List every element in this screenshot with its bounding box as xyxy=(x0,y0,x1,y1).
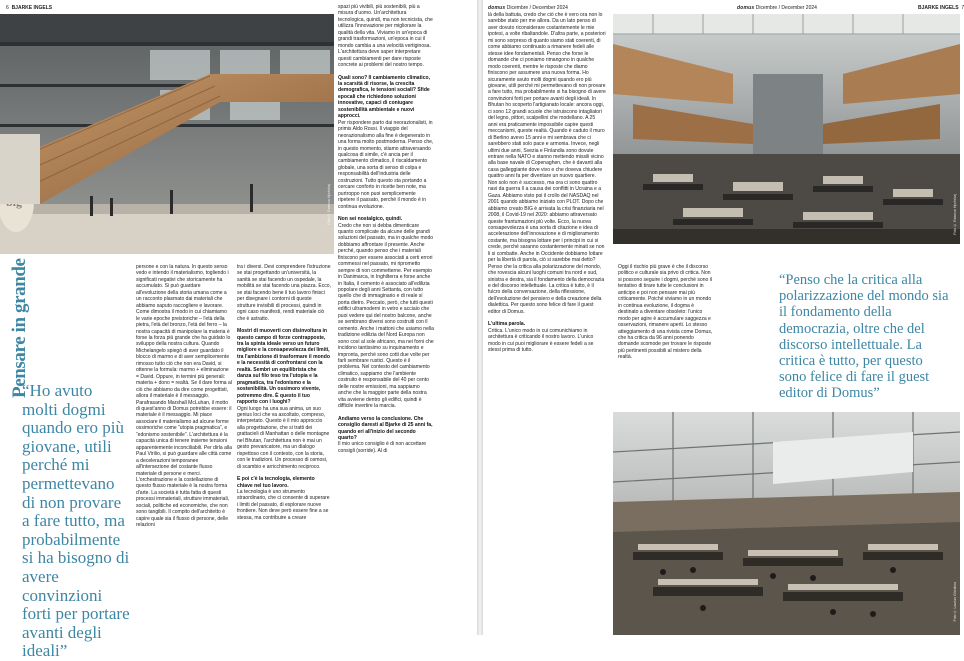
left-section-name: BJARKE INGELS xyxy=(11,5,53,11)
domus-logo: domus xyxy=(488,5,506,11)
left-col2-answer-2: La tecnologia è uno strumento straordinario, che ci consente di superare i limiti del passato, di esplorare nuove frontiere. Non deve però essere fine a se stessa, ma contribuire a creare xyxy=(237,488,330,521)
right-folio: 7 xyxy=(961,5,964,11)
right-issue-date-mid: Dicembre / December 2024 xyxy=(755,5,817,11)
right-runhead-end xyxy=(918,5,964,11)
right-runhead xyxy=(488,5,568,11)
right-col1-end: Critica. L'unico modo in cui comunichiamo in architettura è criticando il nostro lavoro. L'unico modo in cui puoi migliorare è essere fedeli a se stessi prima di tutto. xyxy=(488,327,594,354)
left-interior-photo xyxy=(0,14,334,254)
interior-photo-icon xyxy=(0,14,334,254)
left-col1-paragraph: persone e con la natura. In questo senso vedo e intendo il materialismo, togliendo i significati negativi che storicamente ha accumulato. Si può guardare all'evoluzione della storia umana come a un racconto plasmato dai materiali che abbiamo saputo raccogliere e lavorare. Come dimostra il modo in cui chiamiamo le varie epoche preistoriche – l'età della pietra, l'età del bronzo, l'età del ferro – la nostra capacità di manipolare la materia è forse la forza più grande che ha guidato lo sviluppo della nostra cultura. Quando Michelangelo spiegò di aver guardato il blocco di marmo e di aver semplicemente rimosso tutto ciò che non era David, si ottenne la formula: marmo + eliminazione = David. Oppure, in termini più generali: materia + dono = realtà. Se il dare forma al ciò che abbiamo da dire come progettisti, allora il materiale è il messaggio. Parafrasando Marshall McLuhan, il motto di quest'anno di Domus potrebbe essere: il materiale è il messaggio. Mi piace associare il materialismo ad alcune forme ossimoriche come “utopia pragmatica”, e “edonismo sostenibile”. L'architettura è la capacità unica di tenere insieme tensioni apparentemente inconciliabili. Per dirla alla Paul Virilio, si può guardare alle città come a decelerazioni temporanee all'intersezione del costante flusso materiale di persone e merci. L'orchestrazione e la costellazione di questo flusso materiale è la nostra forma d'arte. La società è tutta fatta di questi processi immateriali, strutture immateriali, sociali, politiche ed economiche, che non sono tangibili. Il compito dell'architetto è capire quale sia il flusso di persone, delle relazioni xyxy=(136,264,232,529)
right-text-column-1 xyxy=(488,12,606,632)
right-top-photo-credit: Foto © Rasmus Hjortshøj xyxy=(953,194,957,235)
left-col3-answer-2: Credo che non si debba dimenticare quanto complicate da alcune delle grandi soluzioni del passato, ma in qualche modo dobbiamo affrontare il presente. Anche perché, quando penso che i materiali finiscono per essere associati a certi errori commessi nel passato, mi riprometto sempre di non commetterne. Per esempio in Danimarca, in Inghilterra e forse anche in Italia, il cemento è associato all'edilizia popolare degli anni Settanta, con tutto quello che di immaginario e di reale si porta dietro. Peccato, però, che tutti questi edifici ultramoderni in vetro e acciaio che puoi vedere qui del nostro balcone, anche se sembrano diversi sono costruiti con il cemento. Anche i mattoni che usiamo nella tradizione edilizia del Nord Europa non sono così al sole africano, ma nei forni che incidono tantissimo su inquinamento e impronta, perché sono cotti due volte per farli sembrare rustici. Questo è il problema. Nel contesto del cambiamento climatico, sappiamo che l'ambiente costruito è responsabile del 40 per cento delle nostre emissioni, ma sappiamo anche che la maggior parte della nostra vita avviene dentro gli edifici, quindi è difficile invertire la marcia. xyxy=(338,222,434,410)
left-col3-answer-3: Il mio unico consiglio è di non accettare consigli (sorride). Al di xyxy=(338,441,427,454)
left-photo-credit: Foto © Rasmus Hjortshøj xyxy=(327,184,331,225)
right-col2-paragraph: Oggi il rischio più grave è che il discorso politico e culturale sia privo di critica. Non si possono seguire i dogmi, perché sono il tentativo di tirare tutte le conclusioni in anticipo e poi non pensare mai più criticamente. Poiché viviamo in un mondo in continua evoluzione, il dogma è destinato a diventare obsoleto: l'unico modo per agire è accumulare saggezza e osservazioni, rimanere aperti. Lo stesso atteggiamento di una rivista come Domus, che ha critica da 96 anni ponendo domande scomode per trovare le risposte più pertinenti possibili al mistero della realtà. xyxy=(618,264,713,361)
right-issue-date: Dicembre / December 2024 xyxy=(506,5,568,11)
right-bottom-photo-credit: Foto © Laurian Ghinitoiu xyxy=(953,582,957,622)
right-section-name: BJARKE INGELS xyxy=(918,5,959,11)
article-title: Pensare in grande xyxy=(9,258,30,398)
right-col1-paragraph: là della battuta, credo che ciò che è vero ora non lo sarebbe stato per me allora. Da un lato penso di aver dovuto riconsiderare costantemente le mie ipotesi, a volte ribaltandole. D'altra parte, a posteriori mi sono sorpreso di quanto siamo stati coerenti, di come abbiamo continuato a rimanere fedeli alle stesse idee fondamentali. Penso che forse le domande che ci poniamo rimangono in qualche modo coerenti, mentre le risposte che diamo finiscono per assumere una nuova forma. Ho sicuramente avuto molti dogmi quando ero più giovane, utili perché mi permettevano di non provare a fare tutto, ma probabilmente si ha bisogno di avere convinzioni forti per portare avanti degli ideali. In Bhutan ho scoperto l'artigianato locale: ancora oggi, ci sono 12 grandi scuole che istruiscono intagliatori del legno, pittori, scalpellini che modellano. A 25 anni era praticamente impossibile capire questi meccanismi, queste realtà. Quando è caduto il muro di Berlino avevo 15 anni e mi sembrava che ci sarebbero stati solo pace e armonia. Invece, negli ultimi due anni, Svezia e Finlandia sono dovute entrare nella NATO e stanno mettendo missili vicino alla base navale di Copenaghen, che è davanti alla casa galleggiante dove vivo e che doveva chiudere quattro anni fa per diventare un nuovo quartiere. Non solo non è successo, ma ora ci sono quattro navi da guerra lì a causa dei conflitti in Ucraina e a Gaza. Abbiamo visto poi il crollo del NASDAQ nel 2001 quando abbiamo iniziato con PLOT. Dopo che abbiamo creato BIG è arrivata la crisi finanziaria nel 2008, il Covid-19 nel 2020: abbiamo attraversato queste frantumazioni più volte. Ecco, la nuova consapevolezza è una sorta di citazione e idea di accelerazione dell'innovazione e di miglioramento costante, ma bisogna lottare per i principi in cui si crede, perché saranno costantemente minati se non li si combatte. Anche in Occidente dobbiamo lottare per la libertà di parola, ciò si sarebbe mai detto? Penso che la critica alla polarizzazione del mondo, che rovescia alcuni luoghi comuni tra nord e sud, sinistra e destra, sia il fondamento della democrazia e del discorso intellettuale. La critica è tutto, è il fulcro della conversazione, della riflessione, dell'evoluzione del pensiero e della creazione della dialettica. Per questo sono felice di fare il guest editor di Domus. xyxy=(488,12,606,315)
left-pull-quote: “Ho avuto molti dogmi quando ero più giovane, utili perché mi permettevano di non provare a fare tutto, ma probabilmente si ha bisogno di avere convinzioni forti per portare avanti degli ideali” xyxy=(22,381,130,661)
left-text-column-3 xyxy=(338,4,434,630)
right-page xyxy=(482,0,964,635)
left-col3-question-1: Quali sono? Il cambiamento climatico, la scarsità di risorse, la crescita demografica, le tensioni sociali? Sfide epocali che richiedono soluzioni innovative, capaci di coniugare sostenibilità ambientale e nuovi approcci. xyxy=(338,74,430,120)
left-runhead xyxy=(6,5,52,11)
atrium-photo-icon xyxy=(613,14,960,244)
right-text-column-2 xyxy=(618,264,714,424)
left-col2-paragraph: tra i diversi. Devi comprendere l'istruzione se stai progettando un'università, la sanità se stai facendo un ospedale, la mobilità se stai facendo una piazza. Ecco, se stai facendo bene il tuo lavoro finisci per disegnare i contorni di queste strutture invisibili di processi, quindi in ogni caso manifesti, rendi materiale ciò che è astratto. xyxy=(237,264,331,322)
left-col2-answer-1: Ogni luogo ha una sua anima, un suo genius loci che va ascoltato, compreso, interpretato. Questo è il mio approccio alla progettazione, che si tratti dei grattacieli di Manhattan o delle montagne nel Bhutan, l'architettura non è mai un gesto prevaricatore, ma un dialogo rispettoso con il contesto, con la storia, con le tradizioni. Un processo di osmosi, di scambio e arricchimento reciproco. xyxy=(237,405,330,470)
domus-logo-mid: domus xyxy=(737,5,755,11)
left-col2-question-2: E poi c'è la tecnologia, elemento chiave nel tuo lavoro. xyxy=(237,476,315,489)
left-text-column-2 xyxy=(237,264,331,630)
right-pull-quote: “Penso che la critica alla polarizzazione del mondo sia il fondamento della democrazia, oltre che del discorso intellettuale. La critica è tutto, per questo sono felice di fare il guest editor di Domus” xyxy=(779,272,949,402)
left-page xyxy=(0,0,478,661)
right-runhead-mid xyxy=(737,5,817,11)
right-col1-subheading: L'ultima parola. xyxy=(488,321,526,328)
left-text-column-1 xyxy=(136,264,232,630)
left-col2-question-1: Mostri di muoverti con disinvoltura in questo campo di forze contrapposte, tra la spinta ideale verso un futuro migliore e la consapevolezza dei limiti, tra l'ambizione di trasformare il mondo e la necessità di confrontarsi con la realtà. Sembri un equilibrista che danza sul filo teso tra l'utopia e la pragmatica, tra l'edonismo e la sostenibilità. Un ossimoro vivente, potremmo dire. È questo il tuo rapporto con i luoghi? xyxy=(237,328,330,406)
left-col3-question-2: Non sei nostalgico, quindi. xyxy=(338,216,403,223)
left-col3-answer-1: Per rispondere parto dai neorazionalisti, in primis Aldo Rossi. Il viaggio del neorazionalismo alla fine è degenerato in una forma molto postmoderna. Penso che, in questo momento, stiamo attraversando qualcosa di simile, c'è ancia per il cambiamento climatico, il riscaldamento globale, una sorta di senso di colpa e responsabilità dell'industria delle costruzioni. Tutto questo sta portando a cercare conforto in ricette ben note, ma purtroppo non puoi semplicemente ripetere il passato, perché il mondo è in continua evoluzione. xyxy=(338,119,434,210)
workspace-photo-icon xyxy=(613,412,960,635)
right-workspace-photo xyxy=(613,412,960,635)
left-folio: 6 xyxy=(6,5,9,11)
left-col3-answer-0: spazi più vivibili, più sostenibili, più a misura d'uomo. Un'architettura tecnologica, quindi, ma non tecnicista, che utilizza l'innovazione per migliorare la qualità della vita. Viviamo in un'epoca di grandi trasformazioni, un'epoca in cui il mondo cambia a una velocità vertiginosa. L'architettura deve saper interpretare questi cambiamenti per dare risposte concrete ai problemi del nostro tempo. xyxy=(338,4,433,69)
left-col3-question-3: Andiamo verso la conclusione. Che consiglio daresti al Bjarke di 25 anni fa, quando eri all'inizio del secondo quarto? xyxy=(338,415,433,441)
right-atrium-photo xyxy=(613,14,960,244)
